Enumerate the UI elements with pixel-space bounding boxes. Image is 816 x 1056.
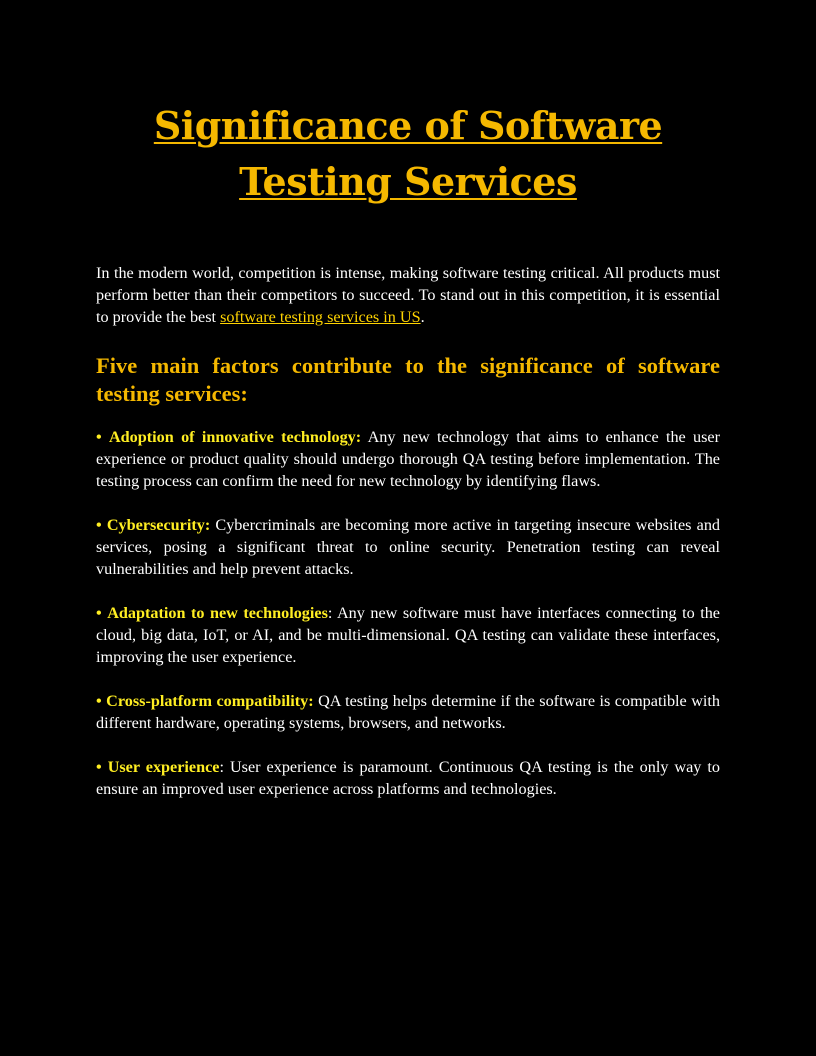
factor-text: Any new technology that aims to enhance the user experience or product quality should undergo thorough QA testing before implementation. The testing process can confirm the need for new technology by identifying flaws. — [96, 428, 721, 490]
factor-item — [96, 426, 720, 492]
intro-text: In the modern world, competition is intense, making software testing critical. All products must perform better than their competitors to succeed. To stand out in this competition, it is essential to provide the best — [96, 264, 720, 326]
bullet-icon: • — [96, 516, 102, 534]
factor-item — [96, 602, 720, 668]
bullet-icon: • — [96, 428, 102, 446]
document-page — [96, 0, 720, 822]
factor-text: Cybercriminals are becoming more active in targeting insecure websites and services, posing a significant threat to online security. Penetration testing can reveal vulnerabilities and help prevent attacks. — [96, 516, 721, 578]
bullet-icon: • — [96, 692, 102, 710]
factor-text: : User experience is paramount. Continuous QA testing is the only way to ensure an improved user experience across platforms and technologies. — [96, 758, 720, 798]
factor-term: User experience — [107, 758, 220, 776]
software-testing-link[interactable]: software testing services in US — [220, 308, 421, 326]
intro-paragraph — [96, 262, 720, 328]
factor-text: : Any new software must have interfaces connecting to the cloud, big data, IoT, or AI, and be multi-dimensional. QA testing can validate these interfaces, improving the user experience. — [96, 604, 720, 666]
bullet-icon: • — [96, 604, 102, 622]
factor-item — [96, 514, 720, 580]
bullet-icon: • — [96, 758, 102, 776]
factor-term: Adaptation to new technologies — [107, 604, 328, 622]
factors-subheading: Five main factors contribute to the significance of software testing services: — [96, 353, 720, 406]
factor-text: QA testing helps determine if the software is compatible with different hardware, operating systems, browsers, and networks. — [96, 692, 720, 732]
factor-item — [96, 690, 720, 734]
factor-term: Cybersecurity: — [106, 516, 211, 534]
page-title: Significance of Software Testing Services — [153, 103, 663, 204]
intro-end: . — [420, 308, 425, 326]
factor-item — [96, 756, 720, 800]
factor-term: Adoption of innovative technology: — [108, 428, 362, 446]
factors-list — [96, 426, 720, 800]
factor-term: Cross-platform compatibility: — [106, 692, 314, 710]
